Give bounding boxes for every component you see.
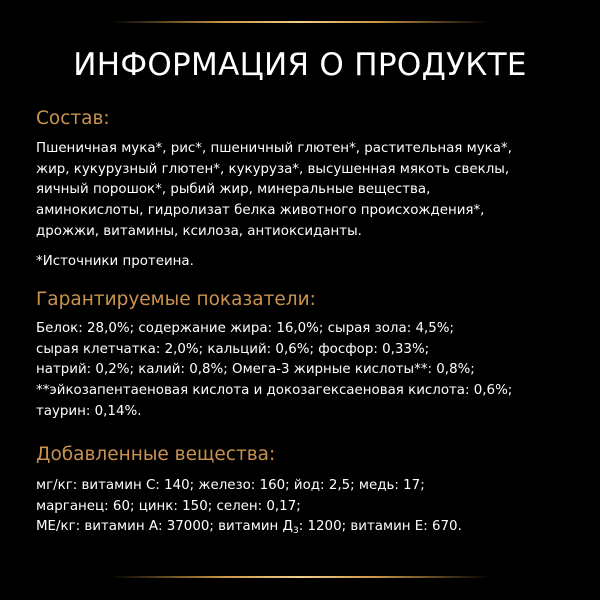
iu-prefix: МЕ/кг: витамин А: 37000; витамин Д xyxy=(36,519,294,535)
composition-line: аминокислоты, гидролизат белка животного происхождения*, xyxy=(36,203,485,219)
guaranteed-line: сырая клетчатка: 2,0%; кальций: 0,6%; фосфор: 0,33%; xyxy=(36,341,430,357)
bottom-gold-divider xyxy=(110,576,490,578)
additives-line: мг/кг: витамин С: 140; железо: 160; йод: 2,5; медь: 17; xyxy=(36,478,425,493)
vitamin-d-subscript: 3 xyxy=(293,526,299,537)
protein-source-note: *Источники протеина. xyxy=(36,253,194,269)
guaranteed-line: таурин: 0,14%. xyxy=(36,403,142,419)
guaranteed-text xyxy=(36,319,576,423)
additives-line-iu xyxy=(36,517,576,538)
composition-line: жир, кукурузный глютен*, кукуруза*, высушенная мякоть свеклы, xyxy=(36,161,510,177)
composition-line: дрожжи, витамины, ксилоза, антиоксиданты. xyxy=(36,223,362,239)
guaranteed-analysis-section xyxy=(36,289,576,423)
guaranteed-line: Белок: 28,0%; содержание жира: 16,0%; сырая зола: 4,5%; xyxy=(36,321,454,336)
top-gold-divider xyxy=(110,21,490,23)
composition-text xyxy=(36,139,576,243)
guaranteed-heading: Гарантируемые показатели: xyxy=(36,289,316,310)
guaranteed-line: натрий: 0,2%; калий: 0,8%; Омега-3 жирные кислоты**: 0,8%; xyxy=(36,362,475,378)
additives-heading: Добавленные вещества: xyxy=(36,444,276,465)
iu-suffix: : 1200; витамин Е: 670. xyxy=(298,519,462,535)
additives-text xyxy=(36,476,576,538)
page-title: ИНФОРМАЦИЯ О ПРОДУКТЕ xyxy=(73,47,527,83)
additives-line: марганец: 60; цинк: 150; селен: 0,17; xyxy=(36,498,301,514)
composition-section xyxy=(36,108,576,272)
composition-line: яичный порошок*, рыбий жир, минеральные вещества, xyxy=(36,182,431,198)
composition-line: Пшеничная мука*, рис*, пшеничный глютен*, растительная мука*, xyxy=(36,141,512,156)
guaranteed-line: **эйкозапентаеновая кислота и докозагексаеновая кислота: 0,6%; xyxy=(36,383,513,399)
composition-heading: Состав: xyxy=(36,108,110,129)
additives-section xyxy=(36,444,576,538)
